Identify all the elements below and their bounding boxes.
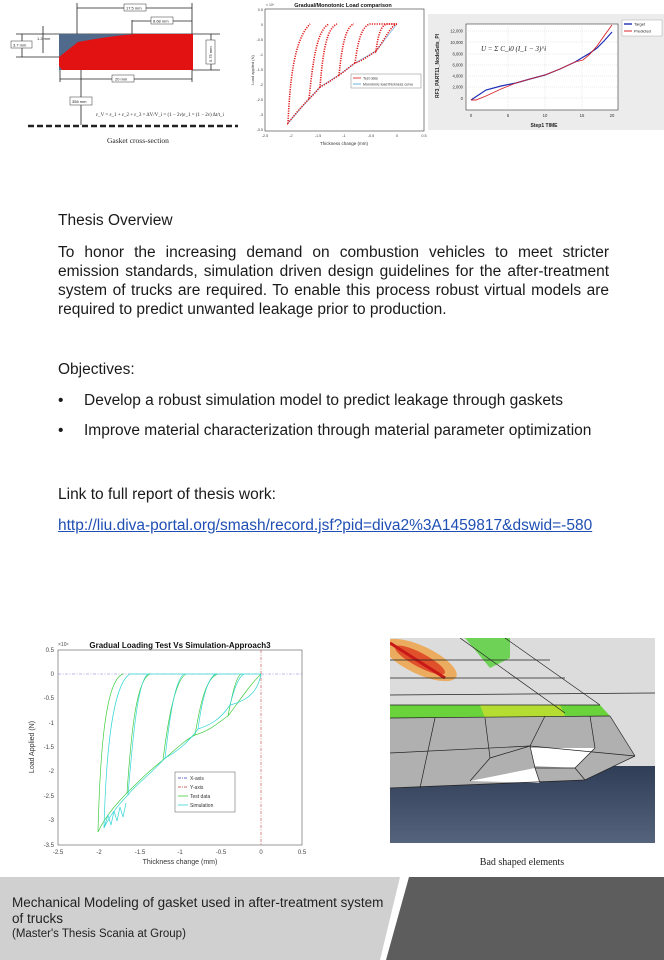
svg-text:-2: -2 (259, 83, 263, 87)
svg-text:-1: -1 (177, 850, 183, 856)
objective-item: • Develop a robust simulation model to predict leakage through gaskets (58, 391, 638, 410)
svg-text:-1: -1 (342, 134, 346, 138)
footer-title-block (12, 895, 392, 942)
svg-text:0.5: 0.5 (421, 134, 427, 138)
svg-text:-0.5: -0.5 (256, 38, 263, 42)
legend-x-axis: X-axis (190, 776, 204, 782)
legend-test-data: Test data (363, 76, 378, 81)
dim-17-5: 17.5 mm (126, 5, 142, 11)
y-axis-label: RF3_PART11_NodeSets_Pl (435, 33, 441, 99)
load-comparison-chart (250, 0, 428, 150)
footer-subtitle: (Master's Thesis Scania at Group) (12, 928, 186, 940)
gasket-cross-section-figure (0, 0, 250, 150)
bad-shaped-elements-figure (390, 638, 655, 870)
svg-text:0: 0 (469, 113, 473, 118)
svg-text:8,000: 8,000 (452, 51, 463, 57)
dim-356: 356 mm (72, 99, 87, 104)
y-exponent: ×10⁴ (58, 642, 69, 648)
svg-text:-3.5: -3.5 (43, 843, 54, 849)
svg-text:-0.5: -0.5 (215, 850, 227, 856)
y-exponent: × 10⁴ (266, 3, 275, 7)
svg-text:0.5: 0.5 (257, 8, 263, 12)
svg-text:20: 20 (609, 113, 615, 118)
y-axis-label: Load applied (N) (250, 55, 255, 85)
legend-monotonic: Monotonic load thickness curve (363, 82, 414, 87)
svg-text:-2.5: -2.5 (52, 850, 64, 856)
svg-text:-3: -3 (259, 113, 263, 117)
svg-text:-2.5: -2.5 (256, 98, 263, 102)
svg-text:-2.5: -2.5 (261, 134, 269, 138)
svg-text:5: 5 (506, 113, 510, 118)
svg-text:-2: -2 (96, 850, 102, 856)
legend-predicted: Predicted (634, 28, 651, 34)
parameter-optimization-chart (428, 14, 664, 130)
dim-5-75: 5.75 mm (208, 46, 213, 62)
dim-8-68: 8.68 mm (153, 18, 169, 24)
svg-text:-2: -2 (289, 134, 293, 138)
report-link[interactable]: http://liu.diva-portal.org/smash/record.jsf?pid=diva2%3A1459817&dswid=-580 (58, 517, 593, 534)
report-heading: Link to full report of thesis work: (58, 486, 276, 503)
chart-title: Gradual/Monotonic Load comparison (294, 3, 392, 9)
mesh-caption: Bad shaped elements (479, 857, 565, 868)
footer-title: Mechanical Modeling of gasket used in after-treatment system of trucks (12, 895, 384, 926)
legend-y-axis: Y-axis (190, 785, 204, 791)
svg-text:0.5: 0.5 (45, 648, 54, 654)
svg-text:-0.5: -0.5 (43, 696, 54, 702)
svg-text:6,000: 6,000 (452, 62, 463, 68)
gasket-diagram (0, 0, 250, 150)
x-axis-label: Thickness change (mm) (319, 141, 369, 146)
y-axis-label: Load Applied (N) (29, 720, 36, 774)
svg-text:10: 10 (542, 113, 548, 118)
svg-text:0: 0 (260, 23, 263, 27)
legend-target: Target (634, 21, 646, 27)
svg-text:-2: -2 (48, 769, 54, 775)
overview-heading: Thesis Overview (58, 212, 173, 229)
x-axis-label: Step1 TIME (530, 123, 558, 129)
svg-text:0: 0 (259, 850, 263, 856)
simulation-comparison-chart (20, 635, 320, 870)
volumetric-strain-formula: ε_V = ε_1 + ε_2 + ε_3 = ΔV/V_i = (1 − 2ν)ε_1 = (1 − 2ν) Δt/t_i (96, 113, 224, 118)
chart-title: Gradual Loading Test Vs Simulation-Approach3 (89, 641, 271, 650)
svg-text:-1: -1 (259, 53, 263, 57)
svg-text:0.5: 0.5 (297, 850, 307, 856)
svg-text:-2.5: -2.5 (43, 794, 54, 800)
svg-text:2,000: 2,000 (452, 84, 463, 90)
svg-text:-3: -3 (48, 818, 54, 824)
svg-text:-1.5: -1.5 (256, 68, 263, 72)
dim-20: 20 mm (115, 76, 128, 82)
strain-energy-formula: U = Σ C_i0 (I_1 − 3)^i (481, 45, 547, 53)
svg-text:4,000: 4,000 (452, 73, 463, 79)
svg-text:-1.5: -1.5 (43, 745, 54, 751)
legend-test-data: Test data (190, 794, 211, 800)
overview-paragraph: To honor the increasing demand on combustion vehicles to meet stricter emission standards, simulation driven design guidelines for the after-treatment system of trucks are required. To enable this process robust virtual models are required to predict unwanted leakage prior to production. (58, 244, 609, 318)
objective-item: • Improve material characterization through material parameter optimization (58, 421, 638, 440)
objectives-list (58, 391, 638, 451)
dim-1-2: 1.2 mm (37, 36, 51, 41)
svg-text:0: 0 (460, 96, 463, 101)
svg-text:-3.5: -3.5 (256, 128, 263, 132)
svg-text:-1.5: -1.5 (134, 850, 146, 856)
svg-text:15: 15 (579, 113, 585, 118)
svg-text:0: 0 (50, 672, 54, 678)
svg-text:12,000: 12,000 (450, 28, 463, 34)
svg-text:0: 0 (395, 134, 399, 138)
svg-text:-0.5: -0.5 (367, 134, 375, 138)
dim-3-7: 3.7 mm (13, 42, 27, 48)
legend-simulation: Simulation (190, 803, 214, 809)
svg-text:10,000: 10,000 (450, 40, 463, 45)
x-axis-label: Thickness change (mm) (142, 859, 218, 866)
svg-text:-1: -1 (48, 721, 54, 727)
svg-text:-1.5: -1.5 (314, 134, 322, 138)
objectives-heading: Objectives: (58, 361, 135, 378)
gasket-caption: Gasket cross-section (107, 136, 169, 145)
